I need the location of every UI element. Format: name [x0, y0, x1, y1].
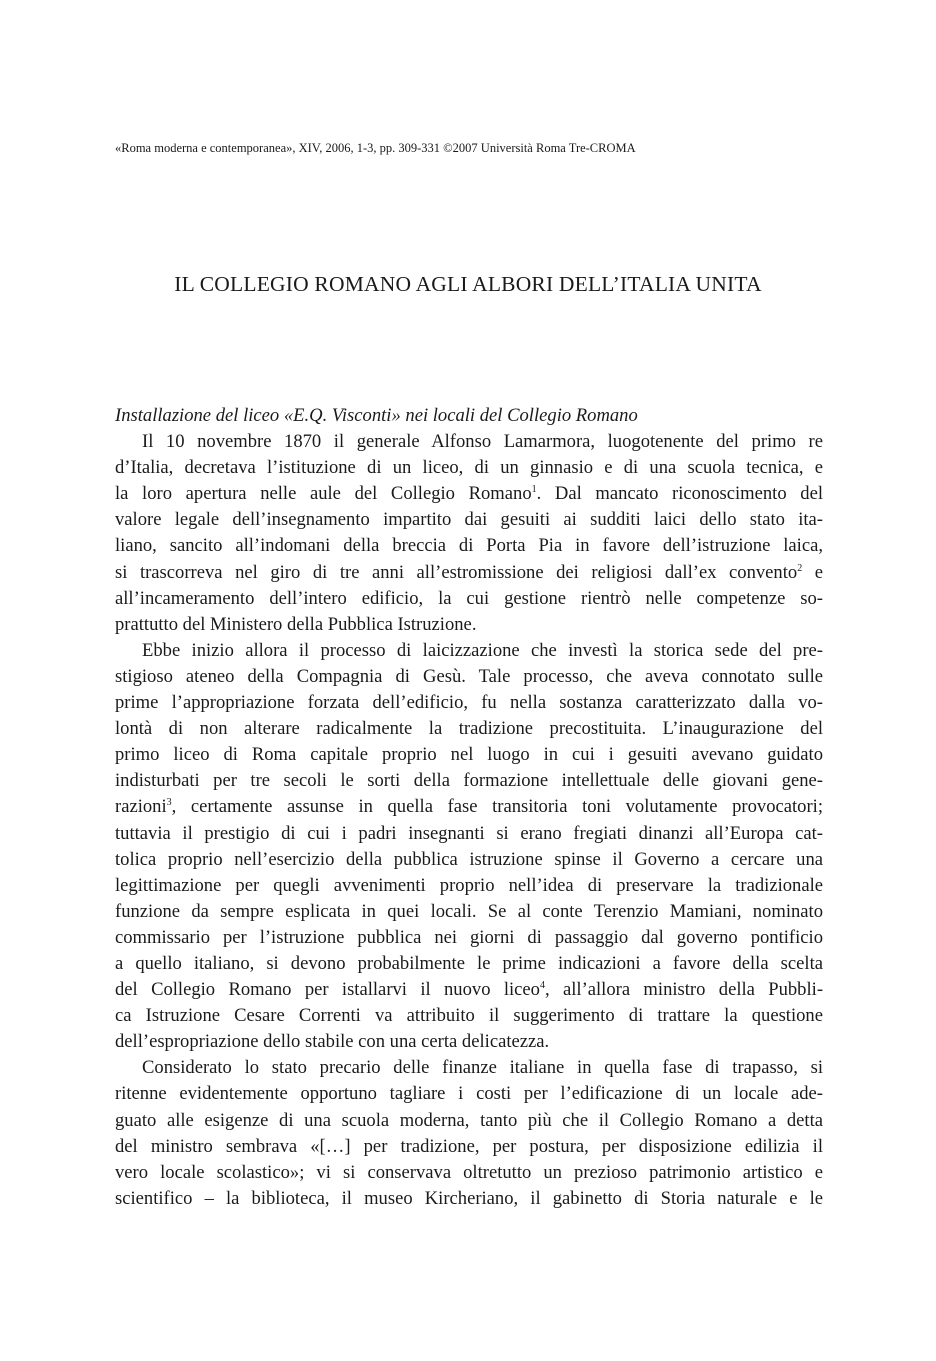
footnote-marker[interactable]: 1	[531, 484, 537, 496]
text-line: ritenne evidentemente opportuno tagliare i costi per l’edificazione di un locale ade-	[115, 1083, 823, 1105]
text-line: prime l’appropriazione forzata dell’edificio, fu nella sostanza caratterizzato dalla vo-	[115, 692, 823, 714]
article-body	[115, 403, 823, 1212]
text-segment: . Dal mancato riconoscimento del	[536, 483, 824, 505]
text-line: guato alle esigenze di una scuola moderna, tanto più che il Collegio Romano a detta	[115, 1109, 823, 1131]
paragraph	[115, 429, 823, 638]
text-line: Ebbe inizio allora il processo di laicizzazione che investì la storica sede del pre-	[142, 639, 823, 661]
text-line: d’Italia, decretava l’istituzione di un liceo, di un ginnasio e di una scuola tecnica, e	[115, 457, 823, 479]
section-heading: Installazione del liceo «E.Q. Visconti» nei locali del Collegio Romano	[115, 405, 638, 426]
text-segment: , all’allora ministro della Pubbli-	[544, 979, 824, 1001]
text-line: all’incameramento dell’intero edificio, la cui gestione rientrò nelle competenze so-	[115, 587, 823, 609]
text-segment: razioni	[115, 796, 167, 818]
article-title: IL COLLEGIO ROMANO AGLI ALBORI DELL’ITALIA UNITA	[174, 272, 762, 296]
footnote-marker[interactable]: 2	[797, 562, 803, 574]
text-segment: del Collegio Romano per istallarvi il nuovo liceo	[115, 979, 540, 1001]
paragraph	[115, 1055, 823, 1212]
footnote-marker[interactable]: 4	[539, 980, 545, 992]
running-header: «Roma moderna e contemporanea», XIV, 2006, 1-3, pp. 309-331 ©2007 Università Roma Tre-CROMA	[115, 141, 636, 155]
text-line: tolica proprio nell’esercizio della pubblica istruzione spinse il Governo a cercare una	[115, 848, 823, 870]
text-line: valore legale dell’insegnamento impartito dai gesuiti ai sudditi laici dello stato ita-	[115, 509, 823, 531]
text-line: primo liceo di Roma capitale proprio nel luogo in cui i gesuiti avevano guidato	[115, 744, 823, 766]
text-line	[115, 560, 823, 586]
paragraphs	[115, 429, 823, 1212]
footnote-marker[interactable]: 3	[166, 797, 172, 809]
text-segment: la loro apertura nelle aule del Collegio Romano	[115, 483, 532, 505]
text-line: a quello italiano, si devono probabilmente le prime indicazioni a favore della scelta	[115, 952, 823, 974]
text-segment: , certamente assunse in quella fase transitoria toni volutamente provocatori;	[171, 796, 823, 818]
paragraph	[115, 638, 823, 1056]
text-line: stigioso ateneo della Compagnia di Gesù. Tale processo, che aveva connotato sulle	[115, 665, 823, 687]
text-line: lontà di non alterare radicalmente la tradizione precostituita. L’inaugurazione del	[115, 718, 823, 740]
text-line: vero locale scolastico»; vi si conservava oltretutto un prezioso patrimonio artistico e	[115, 1161, 823, 1183]
text-line: indisturbati per tre secoli le sorti della formazione intellettuale delle giovani gene-	[115, 770, 823, 792]
text-line: funzione da sempre esplicata in quei locali. Se al conte Terenzio Mamiani, nominato	[115, 900, 823, 922]
text-line: scientifico – la biblioteca, il museo Kircheriano, il gabinetto di Storia naturale e le	[115, 1187, 823, 1209]
text-segment: e	[802, 561, 824, 583]
text-line: ca Istruzione Cesare Correnti va attribuito il suggerimento di trattare la questione	[115, 1005, 823, 1027]
text-line: Il 10 novembre 1870 il generale Alfonso Lamarmora, luogotenente del primo re	[142, 431, 823, 453]
text-line: liano, sancito all’indomani della breccia di Porta Pia in favore dell’istruzione laica,	[115, 535, 823, 557]
text-line	[115, 977, 823, 1003]
text-line	[115, 481, 823, 507]
text-line: prattutto del Ministero della Pubblica Istruzione.	[115, 613, 477, 635]
text-segment: si trascorreva nel giro di tre anni all’estromissione dei religiosi dall’ex convento	[115, 561, 798, 583]
text-line: commissario per l’istruzione pubblica nei giorni di passaggio dal governo pontificio	[115, 926, 823, 948]
text-line: Considerato lo stato precario delle finanze italiane in quella fase di trapasso, si	[142, 1057, 823, 1079]
text-line: legittimazione per quegli avvenimenti proprio nell’idea di preservare la tradizionale	[115, 874, 823, 896]
text-line: tuttavia il prestigio di cui i padri insegnanti si erano fregiati dinanzi all’Europa cat-	[115, 822, 823, 844]
text-line: dell’espropriazione dello stabile con una certa delicatezza.	[115, 1031, 550, 1053]
text-line	[115, 794, 823, 820]
text-line: del ministro sembrava «[…] per tradizione, per postura, per disposizione edilizia il	[115, 1135, 823, 1157]
